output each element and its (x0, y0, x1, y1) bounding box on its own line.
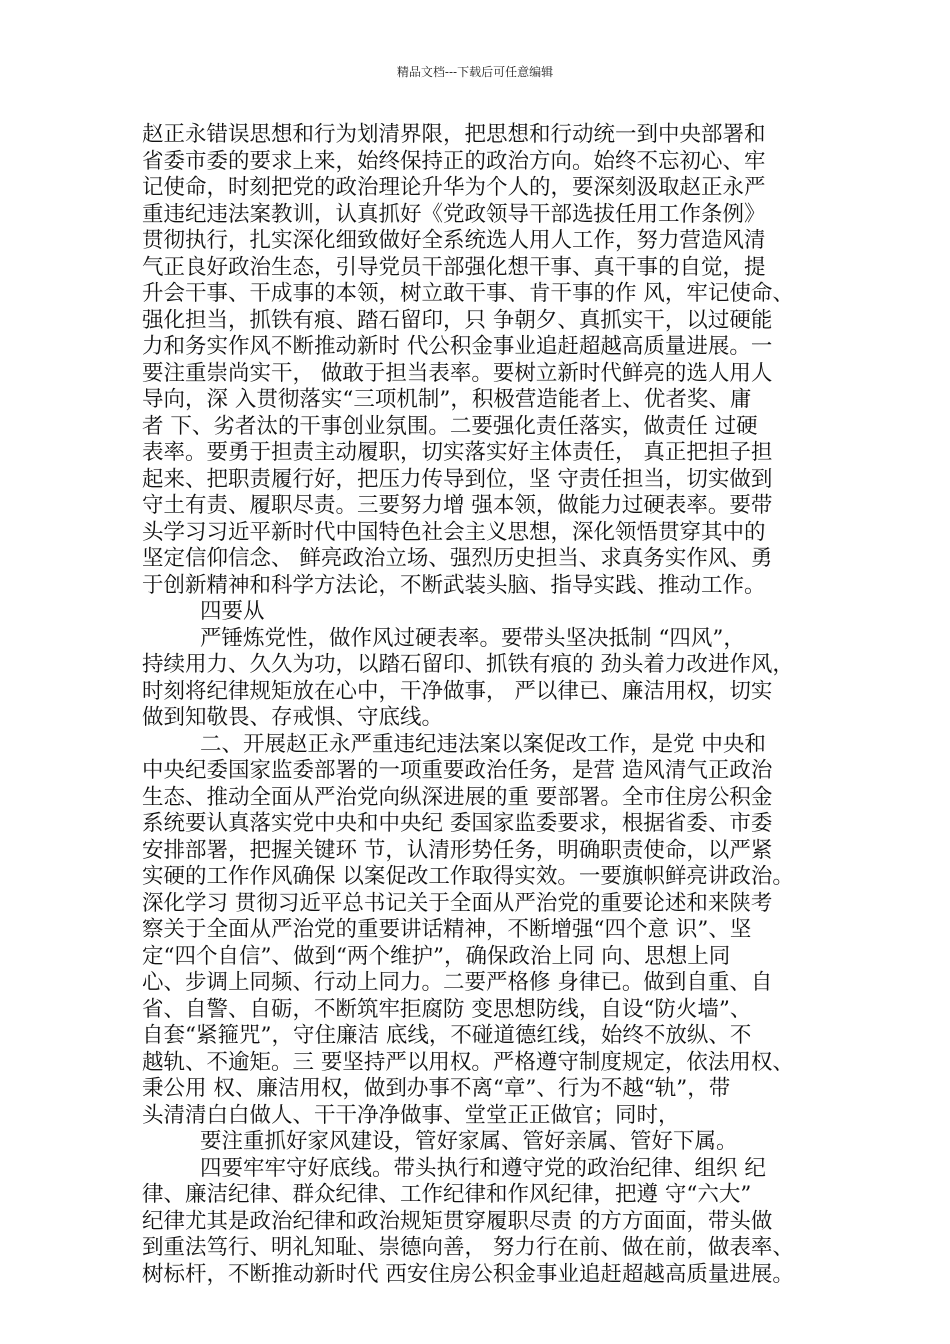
text-line: 到重法笃行、明礼知耻、崇德向善， 努力行在前、做在前，做表率、 (142, 1235, 794, 1260)
text-line: 四要牢牢守好底线。带头执行和遵守党的政治纪律、组织 纪 (200, 1155, 766, 1181)
text-line: 要注重崇尚实干， 做敢于担当表率。要树立新时代鲜亮的选人用人 (142, 360, 773, 386)
text-line: 生态、推动全面从严治党向纵深进展的重 要部署。全市住房公积金 (142, 784, 773, 810)
text-line: 强化担当，抓铁有痕、踏石留印，只 争朝夕、真抓实干，以过硬能 (142, 307, 773, 333)
text-line: 者 下、劣者汰的干事创业氛围。二要强化责任落实，做责任 过硬 (142, 413, 758, 439)
text-line: 头清清白白做人、干干净净做事、堂堂正正做官；同时， (142, 1102, 680, 1128)
text-line: 纪律尤其是政治纪律和政治规矩贯穿履职尽责 的方方面面，带头做 (142, 1208, 773, 1234)
text-line: 自套“紧箍咒”，守住廉洁 底线，不碰道德红线，始终不放纵、不 (142, 1023, 752, 1048)
text-line: 越轨、不逾矩。三 要坚持严以用权。严格遵守制度规定，依法用权、 (142, 1049, 794, 1075)
text-line: 起来、把职责履行好，把压力传导到位，坚 守责任担当，切实做到 (142, 466, 773, 492)
text-line: 省委市委的要求上来，始终保持正的政治方向。始终不忘初心、牢 (142, 148, 766, 174)
text-line: 守土有责、履职尽责。三要努力增 强本领，做能力过硬表率。要带 (142, 493, 773, 518)
text-line: 秉公用 权、廉洁用权，做到办事不离“章”、行为不越“轨”，带 (142, 1076, 731, 1101)
text-line: 心、步调上同频、行动上同力。二要严格修 身律已。做到自重、自 (142, 970, 773, 995)
text-line: 中央纪委国家监委部署的一项重要政治任务，是营 造风清气正政治 (142, 758, 773, 783)
text-line: 律、廉洁纪律、群众纪律、工作纪律和作风纪律，把遵 守“六大” (142, 1182, 752, 1207)
text-line: 省、自警、自砺，不断筑牢拒腐防 变思想防线，自设“防火墙”、 (142, 996, 752, 1022)
text-line: 气正良好政治生态，引导党员干部强化想干事、真干事的自觉，提 (142, 254, 766, 280)
text-line: 四要从 (200, 599, 265, 624)
text-line: 安排部署，把握关键环 节，认清形势任务，明确职责使命，以严紧 (142, 837, 773, 863)
text-line: 头学习习近平新时代中国特色社会主义思想，深化领悟贯穿其中的 (142, 519, 766, 545)
text-line: 实硬的工作作风确保 以案促改工作取得实效。一要旗帜鲜亮讲政治。 (142, 864, 794, 889)
text-line: 重违纪违法案教训，认真抓好《党政领导干部选拔任用工作条例》 (142, 201, 766, 227)
text-line: 表率。要勇于担责主动履职，切实落实好主体责任， 真正把担子担 (142, 440, 773, 465)
text-line: 深化学习 贯彻习近平总书记关于全面从严治党的重要论述和来陕考 (142, 890, 773, 916)
text-line: 时刻将纪律规矩放在心中，干净做事， 严以律已、廉洁用权，切实 (142, 678, 773, 704)
text-line: 记使命，时刻把党的政治理论升华为个人的，要深刻汲取赵正永严 (142, 175, 766, 200)
text-line: 严锤炼党性，做作风过硬表率。要带头坚决抵制 “四风”， (200, 625, 745, 651)
page-header: 精品文档---下载后可任意编辑 (396, 65, 554, 79)
text-line: 赵正永错误思想和行为划清界限，把思想和行动统一到中央部署和 (142, 122, 766, 147)
text-line: 升会干事、干成事的本领，树立敢干事、肯干事的作 风，牢记使命、 (142, 281, 794, 306)
text-line: 于创新精神和科学方法论，不断武装头脑、指导实践、推动工作。 (142, 572, 766, 598)
text-line: 导向，深 入贯彻落实“三项机制”，积极营造能者上、优者奖、庸 (142, 387, 752, 412)
text-line: 系统要认真落实党中央和中央纪 委国家监委要求，根据省委、市委 (142, 811, 773, 836)
text-line: 力和务实作风不断推动新时 代公积金事业追赶超越高质量进展。一 (142, 334, 773, 359)
document-body (142, 122, 822, 1288)
text-line: 做到知敬畏、存戒惧、守底线。 (142, 705, 444, 730)
text-line: 坚定信仰信念、 鲜亮政治立场、强烈历史担当、求真务实作风、勇 (142, 546, 773, 571)
text-line: 贯彻执行，扎实深化细致做好全系统选人用人工作，努力营造风清 (142, 228, 766, 253)
text-line: 树标杆，不断推动新时代 西安住房公积金事业追赶超越高质量进展。 (142, 1261, 794, 1287)
text-line: 定“四个自信”、做到“两个维护”，确保政治上同 向、思想上同 (142, 943, 731, 969)
text-line: 察关于全面从严治党的重要讲话精神，不断增强“四个意 识”、坚 (142, 917, 752, 942)
text-line: 持续用力、久久为功，以踏石留印、抓铁有痕的 劲头着力改进作风， (142, 652, 794, 677)
text-line: 要注重抓好家风建设，管好家属、管好亲属、管好下属。 (200, 1129, 738, 1154)
text-line: 二、开展赵正永严重违纪违法案以案促改工作，是党 中央和 (200, 731, 766, 757)
